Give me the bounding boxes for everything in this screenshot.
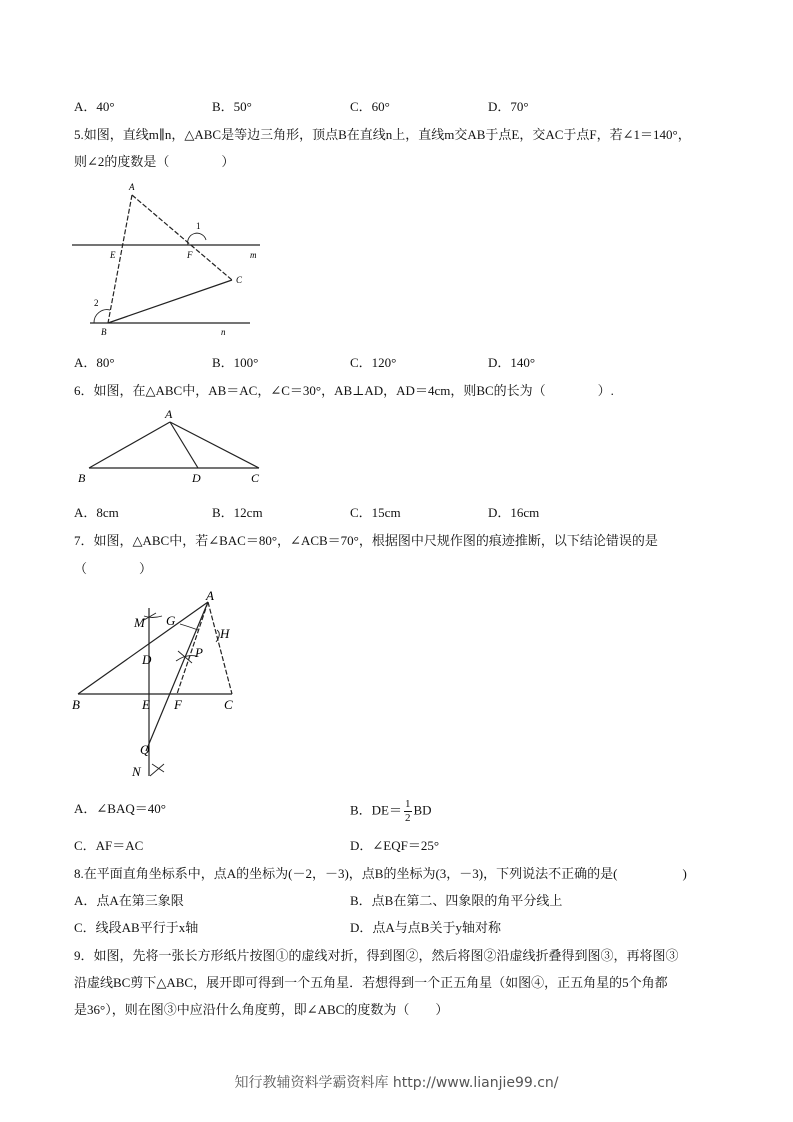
q7-label-d: D [142, 652, 152, 667]
q5-figure [60, 178, 270, 340]
q7-label-c: C [224, 697, 233, 712]
q8-option-d: D．点A与点B关于y轴对称 [350, 920, 501, 935]
q5-stem-line1: 5.如图，直线m∥n，△ABC是等边三角形，顶点B在直线n上，直线m交AB于点E，交AC于点F，若∠1＝140°， [74, 127, 691, 142]
q7-label-b: B [72, 697, 80, 712]
q6-option-c: C．15cm [350, 505, 401, 520]
q5-stem-line2: 则∠2的度数是（ ） [74, 154, 235, 169]
q7-option-b [350, 798, 432, 825]
q5-label-m: m [250, 250, 257, 260]
page-footer: 知行教辅资料学霸资料库 http://www.lianjie99.cn/ [234, 1075, 559, 1091]
q6-label-b: B [78, 471, 86, 485]
q5-label-c: C [236, 275, 243, 285]
q8-option-b: B．点B在第二、四象限的角平分线上 [350, 893, 563, 908]
q5-option-a: A．80° [74, 355, 115, 370]
q7-stem-line2: （ ） [74, 561, 153, 576]
q7-option-b-tail: BD [413, 802, 432, 818]
q7-frac-den: 2 [405, 812, 411, 824]
q6-label-a: A [165, 407, 173, 421]
q4-option-b: B．50° [212, 99, 252, 114]
q8-option-c: C．线段AB平行于x轴 [74, 920, 199, 935]
q5-angle-1: 1 [196, 221, 201, 231]
q5-label-e: E [110, 250, 116, 260]
q7-label-f: F [174, 697, 182, 712]
q7-option-b-fraction [404, 798, 412, 825]
q8-option-a: A．点A在第三象限 [74, 893, 184, 908]
q5-label-a: A [129, 182, 135, 192]
q7-label-p: P [195, 645, 203, 660]
q6-options [74, 502, 734, 520]
q7-label-g: G [166, 613, 176, 628]
q9-stem-line1: 9．如图，先将一张长方形纸片按图①的虚线对折，得到图②，然后将图②沿虚线折叠得到图③，再将图③ [74, 948, 679, 963]
q5-label-f: F [187, 250, 193, 260]
q7-label-n: N [132, 764, 141, 779]
q6-label-c: C [251, 471, 260, 485]
q7-label-e: E [142, 697, 150, 712]
q7-label-a: A [206, 588, 214, 603]
q7-option-c: C．AF＝AC [74, 838, 144, 853]
q7-option-b-lead: B．DE＝ [350, 802, 403, 818]
q5-label-b: B [101, 327, 107, 337]
q5-label-n: n [221, 327, 226, 337]
q6-stem-line1: 6．如图，在△ABC中，AB＝AC，∠C＝30°，AB⊥AD，AD＝4cm，则BC的长为（ ）. [74, 383, 614, 398]
q7-label-h: H [220, 626, 230, 641]
q9-stem-line2: 沿虚线BC剪下△ABC，展开即可得到一个五角星．若想得到一个正五角星（如图④，正五角星的5个角都 [74, 975, 668, 990]
q5-option-d: D．140° [488, 355, 536, 370]
q6-option-b: B．12cm [212, 505, 263, 520]
q7-figure [70, 586, 250, 781]
q5-angle-2: 2 [94, 298, 99, 308]
q7-label-m: M [134, 615, 145, 630]
q7-label-q: Q [140, 742, 150, 757]
q6-figure [74, 406, 274, 488]
q7-option-d: D．∠EQF＝25° [350, 838, 440, 853]
q5-option-b: B．100° [212, 355, 259, 370]
q6-option-d: D．16cm [488, 505, 540, 520]
q6-option-a: A．8cm [74, 505, 119, 520]
q4-option-d: D．70° [488, 99, 529, 114]
q9-stem-line3: 是36°），则在图③中应沿什么角度剪，即∠ABC的度数为（ ） [74, 1002, 449, 1017]
q5-option-c: C．120° [350, 355, 397, 370]
q7-stem-line1: 7．如图，△ABC中，若∠BAC＝80°，∠ACB＝70°，根据图中尺规作图的痕迹推断，以下结论错误的是 [74, 533, 658, 548]
q7-frac-num: 1 [405, 798, 411, 810]
q4-options [74, 96, 734, 114]
q6-label-d: D [192, 471, 201, 485]
q4-option-c: C．60° [350, 99, 390, 114]
q8-stem-line1: 8.在平面直角坐标系中，点A的坐标为(－2，－3)，点B的坐标为(3，－3)，下列说法不正确的是( ) [74, 866, 687, 881]
q4-option-a: A．40° [74, 99, 115, 114]
q5-options [74, 352, 734, 370]
q7-option-a: A．∠BAQ＝40° [74, 801, 166, 816]
